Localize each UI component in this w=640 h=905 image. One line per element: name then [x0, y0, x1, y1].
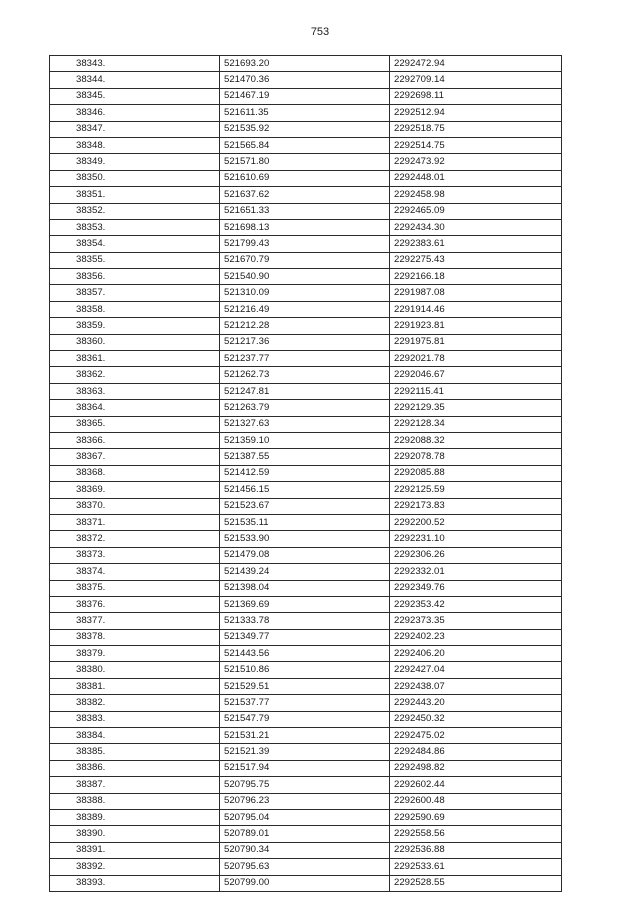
northing-cell: 2292498.82: [390, 760, 562, 776]
northing-cell: 2292438.07: [390, 678, 562, 694]
northing-cell: 2292528.55: [390, 875, 562, 891]
point-number-cell: 38389.: [50, 809, 220, 825]
table-row: [50, 301, 562, 317]
point-number-cell: 38348.: [50, 137, 220, 153]
table-row: [50, 629, 562, 645]
point-number-cell: 38366.: [50, 432, 220, 448]
point-number-cell: 38379.: [50, 646, 220, 662]
point-number-cell: 38391.: [50, 842, 220, 858]
northing-cell: 2292472.94: [390, 56, 562, 72]
easting-cell: 521470.36: [220, 72, 390, 88]
table-row: [50, 760, 562, 776]
easting-cell: 521610.69: [220, 170, 390, 186]
easting-cell: 521523.67: [220, 498, 390, 514]
point-number-cell: 38352.: [50, 203, 220, 219]
point-number-cell: 38377.: [50, 613, 220, 629]
easting-cell: 521349.77: [220, 629, 390, 645]
table-row: [50, 842, 562, 858]
northing-cell: 2292448.01: [390, 170, 562, 186]
point-number-cell: 38361.: [50, 351, 220, 367]
northing-cell: 2292602.44: [390, 777, 562, 793]
point-number-cell: 38346.: [50, 105, 220, 121]
northing-cell: 2292078.78: [390, 449, 562, 465]
easting-cell: 521217.36: [220, 334, 390, 350]
point-number-cell: 38369.: [50, 482, 220, 498]
table-row: [50, 711, 562, 727]
northing-cell: 2292427.04: [390, 662, 562, 678]
point-number-cell: 38357.: [50, 285, 220, 301]
easting-cell: 521529.51: [220, 678, 390, 694]
table-row: [50, 449, 562, 465]
point-number-cell: 38380.: [50, 662, 220, 678]
point-number-cell: 38350.: [50, 170, 220, 186]
easting-cell: 520795.04: [220, 809, 390, 825]
table-row: [50, 269, 562, 285]
easting-cell: 521698.13: [220, 219, 390, 235]
table-row: [50, 88, 562, 104]
point-number-cell: 38368.: [50, 465, 220, 481]
table-row: [50, 695, 562, 711]
northing-cell: 2292473.92: [390, 154, 562, 170]
easting-cell: 520799.00: [220, 875, 390, 891]
easting-cell: 521547.79: [220, 711, 390, 727]
point-number-cell: 38362.: [50, 367, 220, 383]
northing-cell: 2292458.98: [390, 187, 562, 203]
table-row: [50, 793, 562, 809]
northing-cell: 2292406.20: [390, 646, 562, 662]
easting-cell: 521799.43: [220, 236, 390, 252]
northing-cell: 2292128.34: [390, 416, 562, 432]
table-row: [50, 564, 562, 580]
easting-cell: 521237.77: [220, 351, 390, 367]
table-row: [50, 580, 562, 596]
table-row: [50, 121, 562, 137]
point-number-cell: 38347.: [50, 121, 220, 137]
table-row: [50, 400, 562, 416]
easting-cell: 521540.90: [220, 269, 390, 285]
northing-cell: 2292021.78: [390, 351, 562, 367]
easting-cell: 521443.56: [220, 646, 390, 662]
table-row: [50, 498, 562, 514]
point-number-cell: 38363.: [50, 383, 220, 399]
northing-cell: 2292450.32: [390, 711, 562, 727]
easting-cell: 521216.49: [220, 301, 390, 317]
table-row: [50, 613, 562, 629]
northing-cell: 2292166.18: [390, 269, 562, 285]
point-number-cell: 38372.: [50, 531, 220, 547]
easting-cell: 521359.10: [220, 432, 390, 448]
easting-cell: 521369.69: [220, 596, 390, 612]
point-number-cell: 38393.: [50, 875, 220, 891]
table-row: [50, 137, 562, 153]
northing-cell: 2292512.94: [390, 105, 562, 121]
point-number-cell: 38344.: [50, 72, 220, 88]
easting-cell: 521412.59: [220, 465, 390, 481]
point-number-cell: 38367.: [50, 449, 220, 465]
table-row: [50, 318, 562, 334]
coordinate-table-body: [50, 56, 562, 892]
northing-cell: 2292129.35: [390, 400, 562, 416]
point-number-cell: 38356.: [50, 269, 220, 285]
table-row: [50, 416, 562, 432]
table-row: [50, 170, 562, 186]
point-number-cell: 38351.: [50, 187, 220, 203]
table-row: [50, 236, 562, 252]
table-row: [50, 777, 562, 793]
easting-cell: 521467.19: [220, 88, 390, 104]
easting-cell: 521327.63: [220, 416, 390, 432]
easting-cell: 521479.08: [220, 547, 390, 563]
easting-cell: 520795.63: [220, 859, 390, 875]
table-row: [50, 187, 562, 203]
easting-cell: 521310.09: [220, 285, 390, 301]
point-number-cell: 38353.: [50, 219, 220, 235]
northing-cell: 2292173.83: [390, 498, 562, 514]
northing-cell: 2292231.10: [390, 531, 562, 547]
northing-cell: 2291987.08: [390, 285, 562, 301]
easting-cell: 521439.24: [220, 564, 390, 580]
table-row: [50, 678, 562, 694]
coordinate-table: [49, 55, 562, 892]
page-number: 753: [310, 26, 330, 38]
table-row: [50, 465, 562, 481]
northing-cell: 2292200.52: [390, 514, 562, 530]
northing-cell: 2292085.88: [390, 465, 562, 481]
easting-cell: 521531.21: [220, 728, 390, 744]
easting-cell: 521571.80: [220, 154, 390, 170]
northing-cell: 2292465.09: [390, 203, 562, 219]
northing-cell: 2292353.42: [390, 596, 562, 612]
table-row: [50, 432, 562, 448]
table-row: [50, 252, 562, 268]
table-row: [50, 482, 562, 498]
point-number-cell: 38345.: [50, 88, 220, 104]
northing-cell: 2291923.81: [390, 318, 562, 334]
point-number-cell: 38371.: [50, 514, 220, 530]
northing-cell: 2292536.88: [390, 842, 562, 858]
table-row: [50, 826, 562, 842]
northing-cell: 2292046.67: [390, 367, 562, 383]
point-number-cell: 38386.: [50, 760, 220, 776]
table-row: [50, 662, 562, 678]
easting-cell: 521517.94: [220, 760, 390, 776]
point-number-cell: 38354.: [50, 236, 220, 252]
table-row: [50, 596, 562, 612]
northing-cell: 2292475.02: [390, 728, 562, 744]
northing-cell: 2292402.23: [390, 629, 562, 645]
table-row: [50, 367, 562, 383]
point-number-cell: 38392.: [50, 859, 220, 875]
point-number-cell: 38378.: [50, 629, 220, 645]
northing-cell: 2292349.76: [390, 580, 562, 596]
table-row: [50, 809, 562, 825]
easting-cell: 521565.84: [220, 137, 390, 153]
easting-cell: 521398.04: [220, 580, 390, 596]
table-row: [50, 383, 562, 399]
easting-cell: 520796.23: [220, 793, 390, 809]
northing-cell: 2292115.41: [390, 383, 562, 399]
easting-cell: 520790.34: [220, 842, 390, 858]
easting-cell: 521333.78: [220, 613, 390, 629]
northing-cell: 2292373.35: [390, 613, 562, 629]
northing-cell: 2292275.43: [390, 252, 562, 268]
easting-cell: 521537.77: [220, 695, 390, 711]
easting-cell: 521212.28: [220, 318, 390, 334]
point-number-cell: 38390.: [50, 826, 220, 842]
table-row: [50, 203, 562, 219]
point-number-cell: 38381.: [50, 678, 220, 694]
easting-cell: 521651.33: [220, 203, 390, 219]
easting-cell: 520789.01: [220, 826, 390, 842]
easting-cell: 521510.86: [220, 662, 390, 678]
point-number-cell: 38383.: [50, 711, 220, 727]
northing-cell: 2292383.61: [390, 236, 562, 252]
northing-cell: 2291975.81: [390, 334, 562, 350]
point-number-cell: 38355.: [50, 252, 220, 268]
easting-cell: 521611.35: [220, 105, 390, 121]
northing-cell: 2292698.11: [390, 88, 562, 104]
point-number-cell: 38358.: [50, 301, 220, 317]
northing-cell: 2292484.86: [390, 744, 562, 760]
northing-cell: 2292600.48: [390, 793, 562, 809]
point-number-cell: 38343.: [50, 56, 220, 72]
table-row: [50, 646, 562, 662]
point-number-cell: 38384.: [50, 728, 220, 744]
table-row: [50, 154, 562, 170]
table-row: [50, 72, 562, 88]
point-number-cell: 38365.: [50, 416, 220, 432]
point-number-cell: 38385.: [50, 744, 220, 760]
easting-cell: 521535.11: [220, 514, 390, 530]
northing-cell: 2292434.30: [390, 219, 562, 235]
point-number-cell: 38370.: [50, 498, 220, 514]
point-number-cell: 38349.: [50, 154, 220, 170]
table-row: [50, 547, 562, 563]
northing-cell: 2291914.46: [390, 301, 562, 317]
table-row: [50, 334, 562, 350]
northing-cell: 2292518.75: [390, 121, 562, 137]
point-number-cell: 38388.: [50, 793, 220, 809]
easting-cell: 521535.92: [220, 121, 390, 137]
point-number-cell: 38382.: [50, 695, 220, 711]
northing-cell: 2292306.26: [390, 547, 562, 563]
northing-cell: 2292514.75: [390, 137, 562, 153]
table-row: [50, 744, 562, 760]
easting-cell: 521263.79: [220, 400, 390, 416]
point-number-cell: 38375.: [50, 580, 220, 596]
point-number-cell: 38364.: [50, 400, 220, 416]
table-row: [50, 219, 562, 235]
northing-cell: 2292332.01: [390, 564, 562, 580]
point-number-cell: 38359.: [50, 318, 220, 334]
easting-cell: 521456.15: [220, 482, 390, 498]
table-row: [50, 285, 562, 301]
northing-cell: 2292558.56: [390, 826, 562, 842]
table-row: [50, 105, 562, 121]
northing-cell: 2292590.69: [390, 809, 562, 825]
point-number-cell: 38374.: [50, 564, 220, 580]
point-number-cell: 38376.: [50, 596, 220, 612]
easting-cell: 521262.73: [220, 367, 390, 383]
point-number-cell: 38360.: [50, 334, 220, 350]
northing-cell: 2292443.20: [390, 695, 562, 711]
table-row: [50, 531, 562, 547]
northing-cell: 2292533.61: [390, 859, 562, 875]
point-number-cell: 38373.: [50, 547, 220, 563]
northing-cell: 2292709.14: [390, 72, 562, 88]
easting-cell: 521247.81: [220, 383, 390, 399]
easting-cell: 521533.90: [220, 531, 390, 547]
table-row: [50, 859, 562, 875]
point-number-cell: 38387.: [50, 777, 220, 793]
table-row: [50, 56, 562, 72]
table-row: [50, 728, 562, 744]
easting-cell: 520795.75: [220, 777, 390, 793]
easting-cell: 521387.55: [220, 449, 390, 465]
table-row: [50, 351, 562, 367]
easting-cell: 521637.62: [220, 187, 390, 203]
northing-cell: 2292125.59: [390, 482, 562, 498]
easting-cell: 521521.39: [220, 744, 390, 760]
table-row: [50, 875, 562, 891]
northing-cell: 2292088.32: [390, 432, 562, 448]
table-row: [50, 514, 562, 530]
easting-cell: 521693.20: [220, 56, 390, 72]
easting-cell: 521670.79: [220, 252, 390, 268]
